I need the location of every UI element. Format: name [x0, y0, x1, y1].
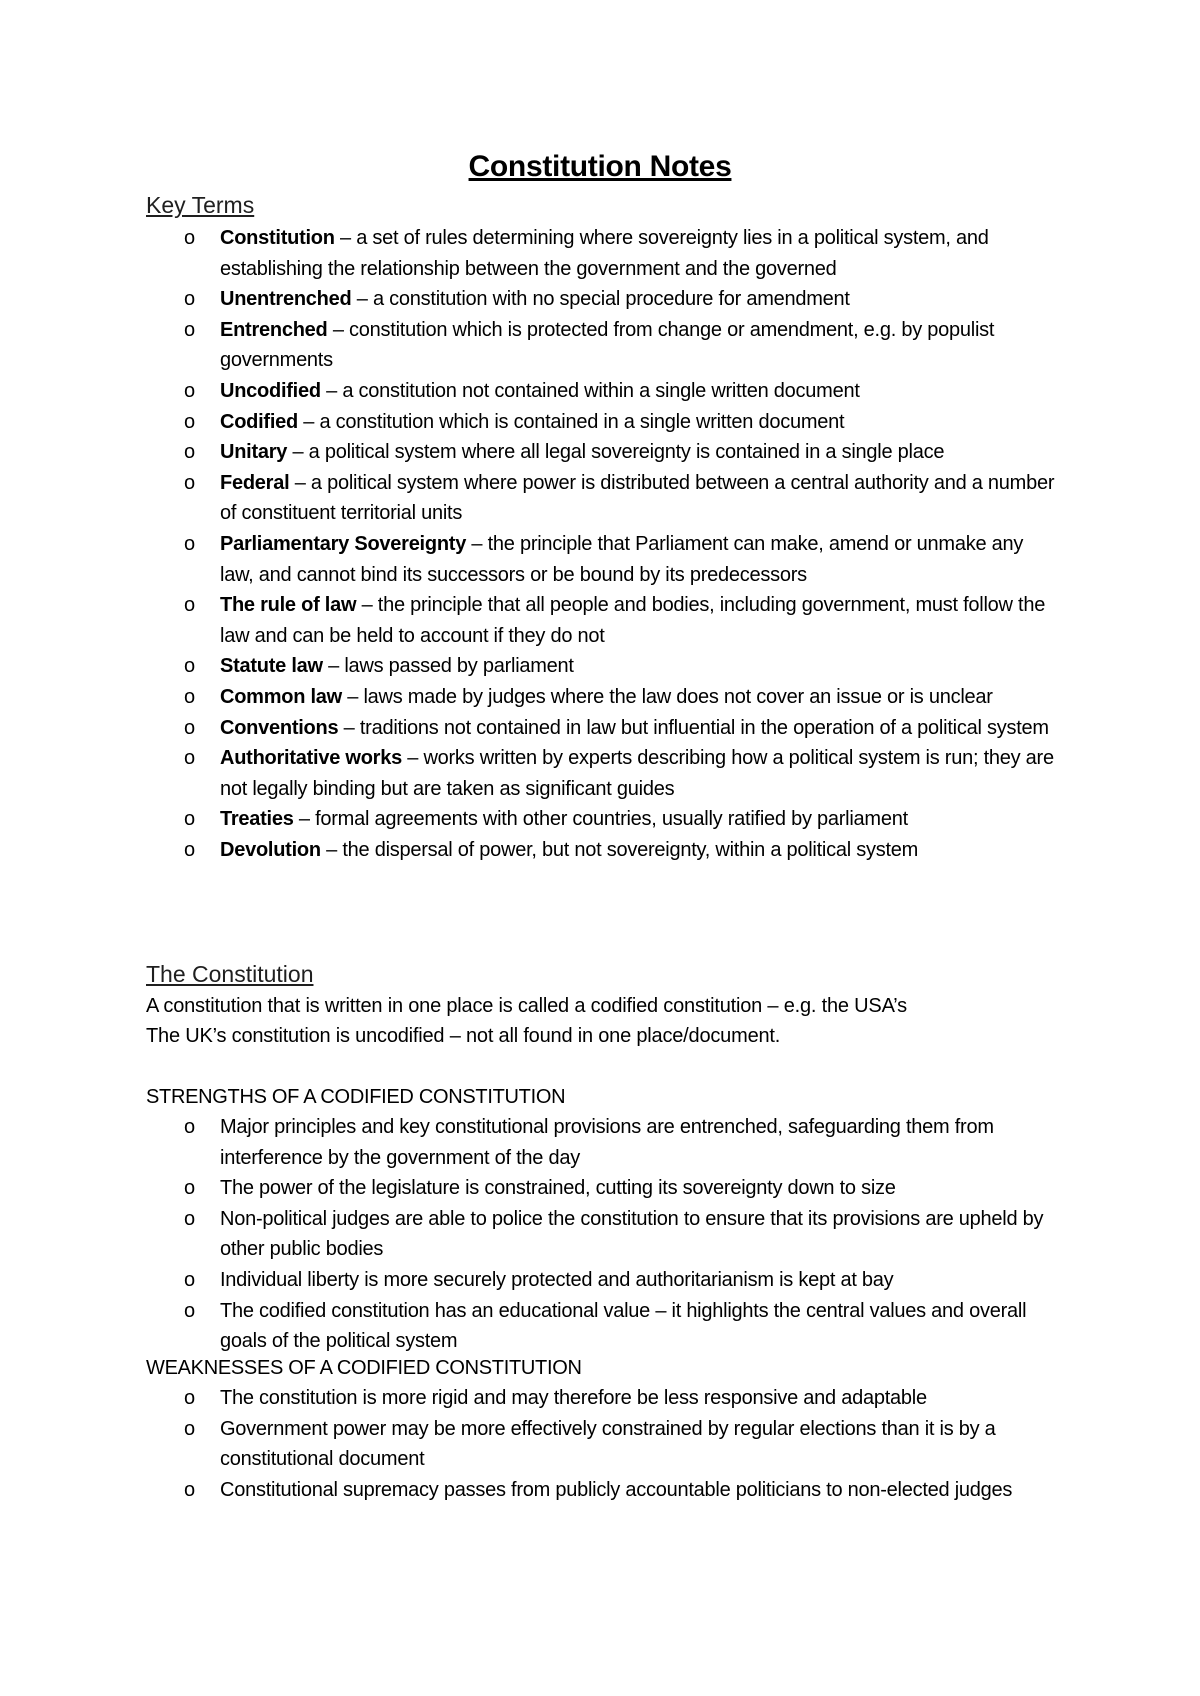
bullet-circle-icon: o — [184, 1177, 195, 1200]
term-name: Authoritative works — [220, 747, 402, 770]
key-term-item — [0, 590, 1100, 651]
term-name: Codified — [220, 410, 298, 433]
bullet-text: Constitutional supremacy passes from publicly accountable politicians to non-elected judges — [220, 1478, 1013, 1501]
bullet-circle-icon: o — [184, 288, 195, 311]
bullet-circle-icon: o — [184, 318, 195, 341]
term-name: Unitary — [220, 441, 288, 464]
term-name: Treaties — [220, 808, 294, 831]
term-definition: – the principle that Parliament can make, amend or unmake any law, and cannot bind its successors or be bound by its predecessors — [220, 532, 1024, 586]
strength-item — [0, 1296, 1100, 1357]
strength-item — [0, 1173, 1100, 1204]
strength-item — [0, 1265, 1100, 1296]
term-name: Statute law — [220, 655, 323, 678]
bullet-circle-icon: o — [184, 441, 195, 464]
term-name: Conventions — [220, 716, 339, 739]
bullet-circle-icon: o — [184, 747, 195, 770]
bullet-circle-icon: o — [184, 1417, 195, 1440]
term-definition: – a set of rules determining where sovereignty lies in a political system, and establishing the relationship between the government and the governed — [220, 227, 989, 280]
the-constitution-line-2: The UK’s constitution is uncodified – not all found in one place/document. — [146, 1025, 781, 1047]
weakness-item — [0, 1414, 1100, 1475]
term-definition: – the dispersal of power, but not sovereignty, within a political system — [320, 838, 919, 861]
term-name: The rule of law — [220, 594, 357, 617]
strengths-heading: STRENGTHS OF A CODIFIED CONSTITUTION — [146, 1086, 566, 1108]
bullet-text: Major principles and key constitutional provisions are entrenched, safeguarding them from interference by the government of the day — [220, 1116, 994, 1169]
term-definition: – a political system where all legal sovereignty is contained in a single place — [287, 441, 945, 464]
key-term-item — [0, 437, 1100, 468]
bullet-circle-icon: o — [184, 379, 195, 402]
bullet-circle-icon: o — [184, 1387, 195, 1409]
key-term-item — [0, 651, 1100, 682]
the-constitution-text — [146, 991, 1086, 1051]
term-name: Federal — [220, 471, 290, 494]
term-name: Common law — [220, 685, 342, 708]
term-name: Uncodified — [220, 379, 321, 402]
bullet-circle-icon: o — [184, 685, 195, 708]
bullet-circle-icon: o — [184, 655, 195, 678]
term-definition: – constitution which is protected from change or amendment, e.g. by populist governments — [220, 318, 995, 372]
term-name: Parliamentary Sovereignty — [220, 532, 467, 555]
term-definition: – laws passed by parliament — [322, 655, 574, 678]
bullet-circle-icon: o — [184, 716, 195, 739]
term-name: Constitution — [220, 227, 335, 249]
key-term-item — [0, 713, 1100, 744]
term-definition: – a constitution with no special procedure for amendment — [351, 288, 850, 311]
bullet-circle-icon: o — [184, 410, 195, 433]
key-term-item — [0, 682, 1100, 713]
bullet-circle-icon: o — [184, 471, 195, 494]
bullet-text: Individual liberty is more securely protected and authoritarianism is kept at bay — [220, 1268, 894, 1291]
strengths-list — [0, 1112, 1100, 1357]
bullet-circle-icon: o — [184, 1116, 195, 1138]
bullet-circle-icon: o — [184, 838, 195, 861]
bullet-circle-icon: o — [184, 1207, 195, 1230]
term-definition: – a political system where power is distributed between a central authority and a number of constituent territorial units — [220, 471, 1055, 525]
bullet-circle-icon: o — [184, 1268, 195, 1291]
term-definition: – a constitution which is contained in a single written document — [298, 410, 845, 433]
bullet-text: The codified constitution has an educational value – it highlights the central values and overall goals of the political system — [220, 1299, 1027, 1353]
key-term-item — [0, 468, 1100, 529]
bullet-circle-icon: o — [184, 808, 195, 831]
key-term-item — [0, 835, 1100, 866]
weaknesses-list — [0, 1383, 1100, 1505]
term-definition: – formal agreements with other countries, usually ratified by parliament — [293, 808, 908, 831]
bullet-text: The constitution is more rigid and may therefore be less responsive and adaptable — [220, 1387, 927, 1409]
term-name: Entrenched — [220, 318, 328, 341]
key-terms-list — [0, 223, 1100, 865]
page-title: Constitution Notes — [468, 150, 732, 183]
the-constitution-line-1: A constitution that is written in one place is called a codified constitution – e.g. the USA’s — [146, 995, 907, 1017]
key-term-item — [0, 407, 1100, 438]
key-term-item — [0, 376, 1100, 407]
bullet-text: The power of the legislature is constrained, cutting its sovereignty down to size — [220, 1177, 896, 1200]
term-definition: – traditions not contained in law but influential in the operation of a political system — [338, 716, 1049, 739]
bullet-text: Non-political judges are able to police the constitution to ensure that its provisions are upheld by other public bodies — [220, 1207, 1044, 1261]
bullet-circle-icon: o — [184, 1299, 195, 1322]
term-definition: – the principle that all people and bodies, including government, must follow the law and can be held to account if they do not — [220, 594, 1046, 647]
key-term-item — [0, 223, 1100, 284]
bullet-circle-icon: o — [184, 594, 195, 617]
term-definition: – laws made by judges where the law does not cover an issue or is unclear — [341, 685, 993, 708]
key-terms-heading: Key Terms — [146, 192, 255, 218]
term-name: Devolution — [220, 838, 321, 861]
key-term-item — [0, 529, 1100, 590]
term-name: Unentrenched — [220, 288, 352, 311]
key-term-item — [0, 315, 1100, 376]
bullet-circle-icon: o — [184, 1478, 195, 1501]
the-constitution-heading: The Constitution — [146, 961, 314, 987]
key-term-item — [0, 284, 1100, 315]
bullet-circle-icon: o — [184, 227, 195, 249]
strength-item — [0, 1112, 1100, 1173]
weaknesses-heading: WEAKNESSES OF A CODIFIED CONSTITUTION — [146, 1357, 582, 1379]
bullet-circle-icon: o — [184, 532, 195, 555]
strength-item — [0, 1204, 1100, 1265]
term-definition: – works written by experts describing how a political system is run; they are not legally binding but are taken as significant guides — [220, 747, 1054, 800]
weakness-item — [0, 1475, 1100, 1506]
key-term-item — [0, 804, 1100, 835]
bullet-text: Government power may be more effectively constrained by regular elections than it is by a constitutional document — [220, 1417, 996, 1471]
key-term-item — [0, 743, 1100, 804]
term-definition: – a constitution not contained within a single written document — [320, 379, 860, 402]
weakness-item — [0, 1383, 1100, 1414]
